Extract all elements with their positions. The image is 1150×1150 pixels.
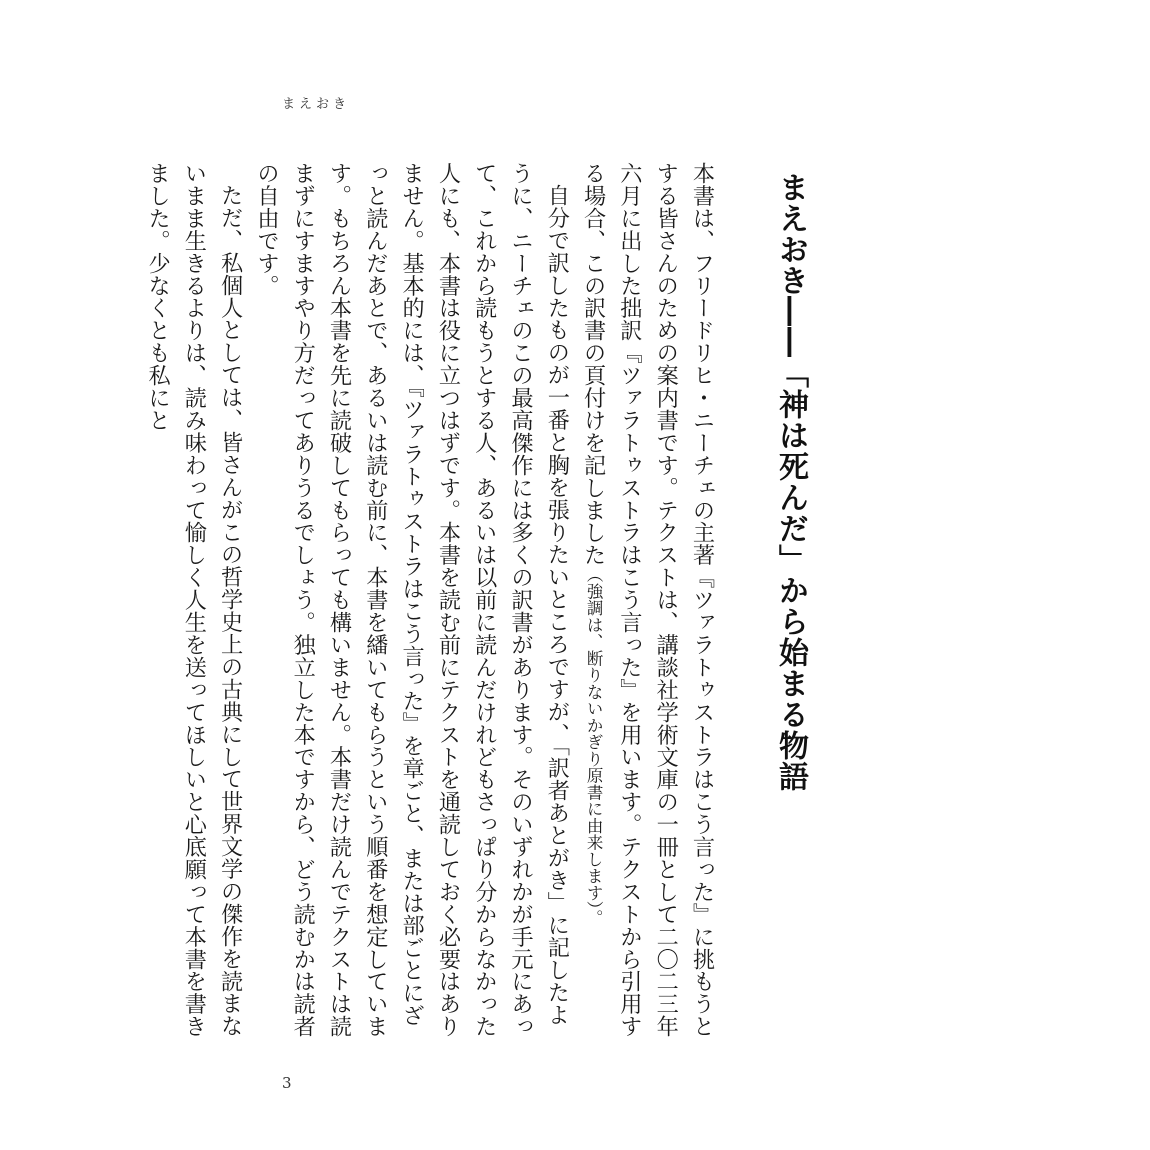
body-text [139, 162, 720, 1042]
paragraph-2: 自分で訳したものが一番と胸を張りたいところですが、「訳者あとがき」に記したように、ニーチェのこの最高傑作には多くの訳書があります。そのいずれかが手元にあって、これから読もうとする人、あるいは以前に読んだけれどもさっぱり分からなかった人にも、本書は役に立つはずです。本書を読む前にテクストを通読しておく必要はありません。基本的には、『ツァラトゥストラはこう言った』を章ごと、または部ごとにざっと読んだあとで、あるいは読む前に、本書を繙いてもらうという順番を想定しています。もちろん本書を先に読破してもらっても構いません。本書だけ読んでテクストは読まずにすますやり方だってありうるでしょう。独立した本ですから、どう読むかは読者の自由です。 [253, 162, 570, 1038]
page-number: 3 [282, 1074, 292, 1092]
paragraph-1 [575, 162, 720, 1042]
chapter-title: まえおき――「神は死んだ」から始まる物語 [773, 172, 808, 792]
paragraph-3: ただ、私個人としては、皆さんがこの哲学史上の古典にして世界文学の傑作を読まないまま生きるよりは、読み味わって愉しく人生を送ってほしいと心底願って本書を書きました。少なくとも私にと [144, 162, 244, 1038]
running-head: まえおき [282, 97, 351, 112]
paragraph-1-note: （強調は、断りないかぎり原書に由来します）。 [584, 566, 604, 927]
paragraph-1-main: 本書は、フリードリヒ・ニーチェの主著『ツァラトゥストラはこう言った』に挑もうとする皆さんのための案内書です。テクストは、講談社学術文庫の一冊として二〇二三年六月に出した拙訳『ツァラトゥストラはこう言った』を用います。テクストから引用する場合、この訳書の頁付けを記しました [580, 162, 715, 1038]
